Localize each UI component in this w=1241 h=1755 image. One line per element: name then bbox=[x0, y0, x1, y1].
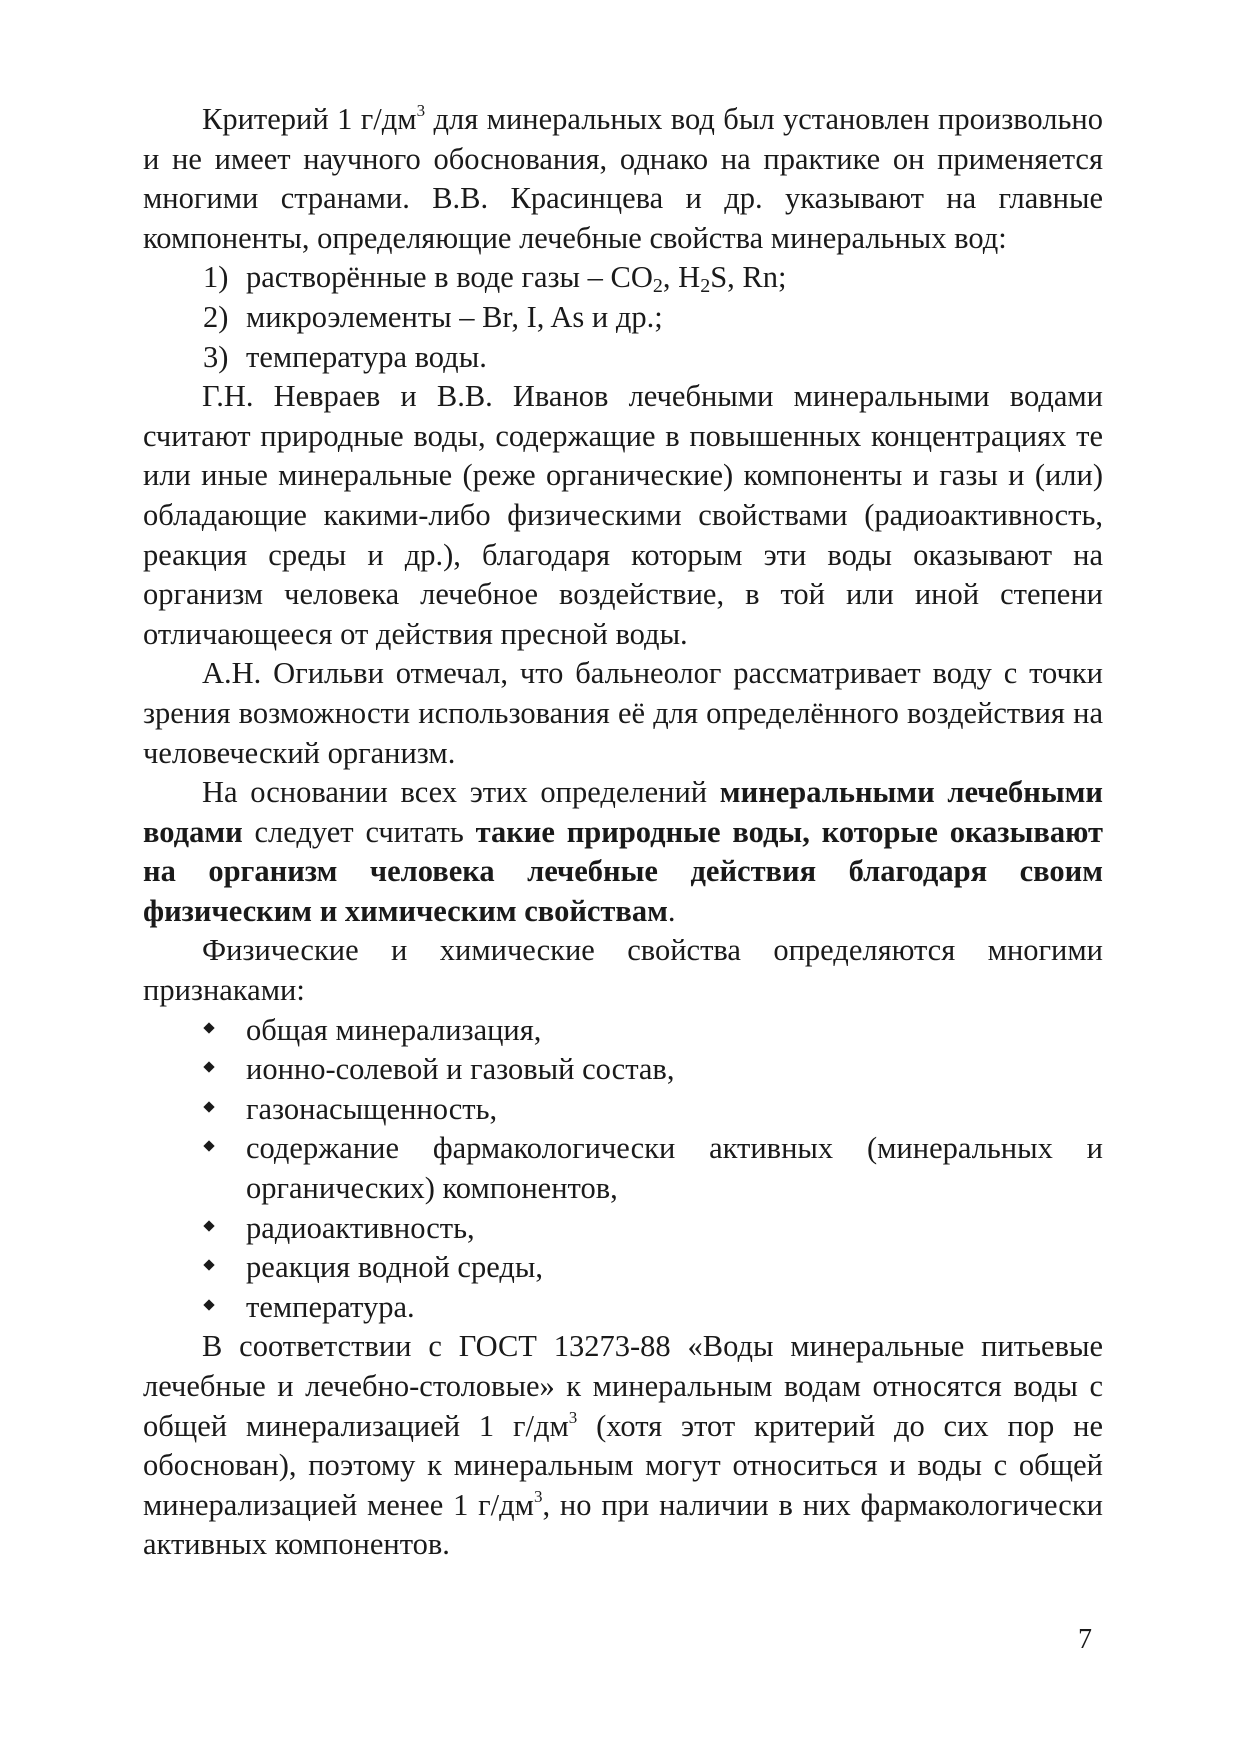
paragraph-criterion: Критерий 1 $г/дм^3$ для минеральных вод был установлен произвольно и не имеет научного обоснования, однако на практике он применяется многими странами. В.В. Красинцева и др. указывают на главные компоненты, определяющие лечебные свойства минеральных вод: bbox=[143, 101, 1103, 255]
list-item: температура. bbox=[143, 1288, 1103, 1328]
list-item: содержание фармакологически активных (минеральных и органических) компонентов, bbox=[143, 1129, 1103, 1208]
list-item: общая минерализация, bbox=[143, 1011, 1103, 1051]
paragraph-ogilvi: А.Н. Огильви отмечал, что бальнеолог рассматривает воду с точки зрения возможности использования её для определённого воздействия на человеческий организм. bbox=[143, 656, 1103, 770]
list-item: 1) растворённые в воде газы – $CO_2$, $H_2S$, Rn; bbox=[203, 260, 787, 298]
diamond-bullet-icon bbox=[203, 1101, 214, 1112]
list-item: 2) микроэлементы – Br, I, As и др.; bbox=[203, 299, 663, 334]
diamond-bullet-icon bbox=[203, 1299, 214, 1310]
paragraph-nevraev: Г.Н. Невраев и В.В. Иванов лечебными минеральными водами считают природные воды, содержащие в повышенных концентрациях те или иные минеральные (реже органические) компоненты и газы и (или) обладающие какими-либо физическими свойствами (радиоактивность, реакция среды и др.), благодаря которым эти воды оказывают на организм человека лечебное воздействие, в той или иной степени отличающееся от действия пресной воды. bbox=[143, 379, 1103, 651]
page-body bbox=[143, 100, 1103, 1565]
diamond-bullet-icon bbox=[203, 1141, 214, 1152]
list-item: газонасыщенность, bbox=[143, 1090, 1103, 1130]
list-item: радиоактивность, bbox=[143, 1209, 1103, 1249]
diamond-bullet-icon bbox=[203, 1022, 214, 1033]
list-item: ионно-солевой и газовый состав, bbox=[143, 1050, 1103, 1090]
diamond-bullet-icon bbox=[203, 1260, 214, 1271]
diamond-bullet-icon bbox=[203, 1062, 214, 1073]
diamond-bullet-icon bbox=[203, 1220, 214, 1231]
list-item: 3) температура воды. bbox=[203, 339, 487, 374]
paragraph-properties: Физические и химические свойства определяются многими признаками: bbox=[143, 933, 1103, 1008]
list-item: реакция водной среды, bbox=[143, 1248, 1103, 1288]
page-number: 7 bbox=[1078, 1624, 1092, 1655]
paragraph-gost: В соответствии с ГОСТ 13273-88 «Воды минеральные питьевые лечебные и лечебно-столовые» к минеральным водам относятся воды с общей минерализацией 1 $г/дм^3$ (хотя этот критерий до сих пор не обоснован), поэтому к минеральным могут относиться и воды с общей минерализацией менее 1 $г/дм^3$, но при наличии в них фармакологически активных компонентов. bbox=[143, 1329, 1103, 1562]
numbered-list-components bbox=[143, 258, 1103, 377]
paragraph-definition: На основании всех этих определений минеральными лечебными водами следует считать такие природные воды, которые оказывают на организм человека лечебные действия благодаря своим физическим и химическим свойствам. bbox=[143, 775, 1103, 928]
bullet-list-properties bbox=[143, 1011, 1103, 1328]
